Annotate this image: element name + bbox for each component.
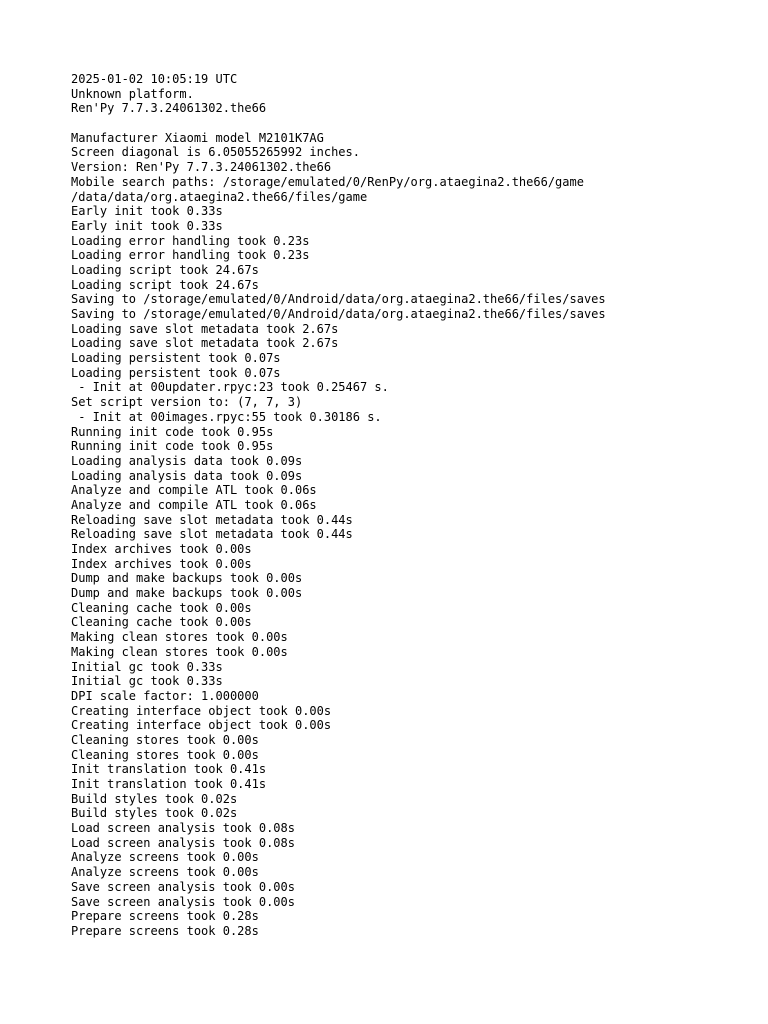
log-line: Set script version to: (7, 7, 3): [71, 395, 303, 410]
log-line: Cleaning cache took 0.00s: [71, 600, 252, 615]
log-line: Saving to /storage/emulated/0/Android/data/org.ataegina2.the66/files/saves: [71, 292, 606, 307]
log-line: Reloading save slot metadata took 0.44s: [71, 527, 353, 542]
log-line: Load screen analysis took 0.08s: [71, 821, 295, 836]
log-line: /data/data/org.ataegina2.the66/files/game: [71, 189, 368, 204]
log-line: Making clean stores took 0.00s: [71, 644, 288, 659]
log-line: Loading persistent took 0.07s: [71, 365, 281, 380]
log-line: Creating interface object took 0.00s: [71, 703, 332, 718]
log-line: Early init took 0.33s: [71, 218, 223, 233]
log-timestamp: 2025-01-02 10:05:19 UTC: [71, 72, 238, 86]
log-line: Saving to /storage/emulated/0/Android/data/org.ataegina2.the66/files/saves: [71, 307, 606, 321]
log-line: Loading error handling took 0.23s: [71, 233, 310, 248]
log-line: Running init code took 0.95s: [71, 439, 274, 454]
log-line: Loading save slot metadata took 2.67s: [71, 336, 339, 351]
log-line: Index archives took 0.00s: [71, 542, 252, 556]
log-line: Save screen analysis took 0.00s: [71, 879, 295, 894]
log-renpy-version: Ren'Py 7.7.3.24061302.the66: [71, 101, 267, 116]
log-line: Prepare screens took 0.28s: [71, 909, 259, 924]
log-line: Loading analysis data took 0.09s: [71, 453, 303, 468]
log-line: Build styles took 0.02s: [71, 791, 238, 806]
log-platform: Unknown platform.: [71, 86, 194, 101]
log-line: Analyze screens took 0.00s: [71, 865, 259, 880]
log-line: DPI scale factor: 1.000000: [71, 688, 259, 703]
log-line: Analyze and compile ATL took 0.06s: [71, 483, 317, 498]
log-line: Loading script took 24.67s: [71, 277, 259, 292]
log-line: Cleaning cache took 0.00s: [71, 615, 252, 630]
log-line: Screen diagonal is 6.05055265992 inches.: [71, 145, 360, 160]
log-line: Save screen analysis took 0.00s: [71, 894, 295, 909]
log-line: Creating interface object took 0.00s: [71, 718, 332, 733]
log-line: Making clean stores took 0.00s: [71, 630, 288, 645]
log-line: Loading save slot metadata took 2.67s: [71, 321, 339, 336]
log-line: Init translation took 0.41s: [71, 777, 267, 791]
log-line: Running init code took 0.95s: [71, 424, 274, 439]
log-line: Early init took 0.33s: [71, 204, 223, 219]
log-line: Cleaning stores took 0.00s: [71, 747, 259, 762]
log-line: Version: Ren'Py 7.7.3.24061302.the66: [71, 160, 332, 175]
log-line: Build styles took 0.02s: [71, 806, 238, 821]
log-line: Reloading save slot metadata took 0.44s: [71, 512, 353, 527]
log-line: Analyze screens took 0.00s: [71, 850, 259, 865]
log-body: [71, 131, 768, 939]
log-line: - Init at 00updater.rpyc:23 took 0.25467 s.: [71, 380, 389, 395]
log-line: Load screen analysis took 0.08s: [71, 835, 295, 850]
log-line: Cleaning stores took 0.00s: [71, 732, 259, 747]
log-line: Initial gc took 0.33s: [71, 659, 223, 674]
log-line: Analyze and compile ATL took 0.06s: [71, 497, 317, 512]
log-line: Loading error handling took 0.23s: [71, 248, 310, 263]
log-line: - Init at 00images.rpyc:55 took 0.30186 s.: [71, 409, 382, 424]
log-line: Manufacturer Xiaomi model M2101K7AG: [71, 130, 324, 145]
log-line: Dump and make backups took 0.00s: [71, 586, 303, 601]
log-line: Loading script took 24.67s: [71, 262, 259, 277]
log-line: Dump and make backups took 0.00s: [71, 571, 303, 586]
log-line: Loading persistent took 0.07s: [71, 351, 281, 366]
log-line: Init translation took 0.41s: [71, 762, 267, 777]
log-line: Prepare screens took 0.28s: [71, 923, 259, 938]
blank-line: [71, 116, 768, 131]
log-header: [71, 72, 768, 116]
log-line: Loading analysis data took 0.09s: [71, 468, 303, 483]
log-line: Mobile search paths: /storage/emulated/0/RenPy/org.ataegina2.the66/game: [71, 174, 584, 189]
log-line: Index archives took 0.00s: [71, 556, 252, 571]
log-line: Initial gc took 0.33s: [71, 674, 223, 689]
